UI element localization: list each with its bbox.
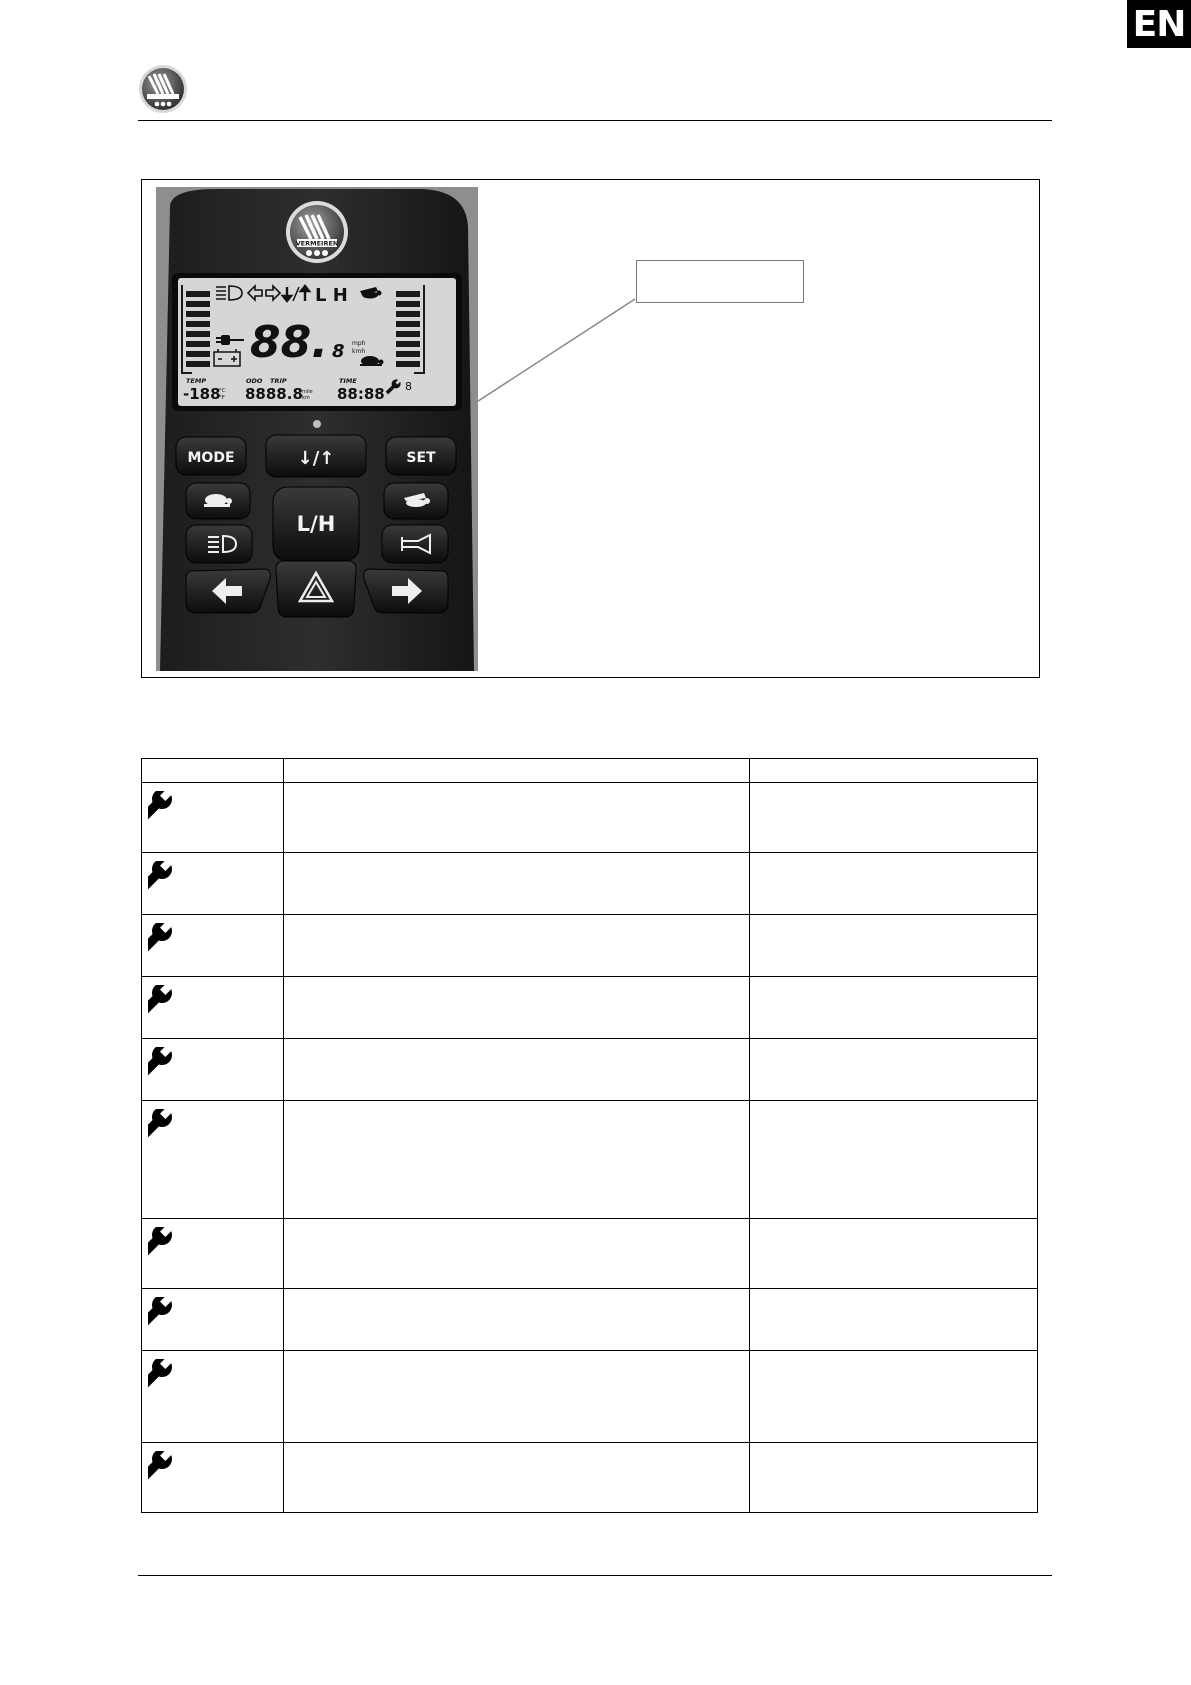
row-description: [284, 783, 750, 853]
lcd-time-label: TIME: [339, 377, 357, 385]
mode-button-label: MODE: [187, 450, 235, 466]
table-row: [142, 1039, 1038, 1101]
wrench-icon: [148, 985, 206, 1037]
hare-button[interactable]: [384, 483, 448, 519]
wrench-icon: [148, 1227, 206, 1279]
horn-button[interactable]: [382, 525, 448, 563]
lcd-odo-label: ODO: [246, 377, 263, 385]
controller-image: [156, 187, 478, 671]
table-row: [142, 853, 1038, 915]
lcd-speed-value: 88.: [250, 317, 328, 368]
wrench-icon: [148, 1297, 206, 1349]
row-icon-cell: [142, 1101, 284, 1219]
row-description: [284, 1219, 750, 1289]
lcd-unit-mph: mph: [352, 340, 366, 347]
row-action: [750, 1219, 1038, 1289]
status-led: [313, 420, 321, 428]
lcd-time-value: 88:88: [337, 385, 385, 403]
table-row: [142, 1443, 1038, 1513]
mode-button[interactable]: [176, 437, 246, 475]
lcd-fault-code: 8: [405, 380, 412, 393]
wrench-icon: [148, 923, 206, 975]
row-icon-cell: [142, 1219, 284, 1289]
row-icon-cell: [142, 1443, 284, 1513]
lcd-distance-value: 8888.8: [245, 385, 303, 403]
controller-logo: [286, 201, 348, 263]
controller-brand: VERMEIREN: [295, 239, 339, 248]
lcd-display: [172, 273, 462, 411]
turtle-button[interactable]: [186, 483, 250, 519]
wrench-icon: [148, 1451, 206, 1503]
vermeiren-logo: [138, 64, 188, 114]
row-icon-cell: [142, 783, 284, 853]
row-action: [750, 1289, 1038, 1351]
footer-rule: [138, 1575, 1052, 1576]
row-description: [284, 1443, 750, 1513]
row-icon-cell: [142, 1289, 284, 1351]
row-action: [750, 1039, 1038, 1101]
table-row: [142, 915, 1038, 977]
hazard-button[interactable]: [276, 561, 356, 617]
row-action: [750, 1101, 1038, 1219]
row-action: [750, 977, 1038, 1039]
table-header-cell: [142, 759, 284, 783]
wrench-icon: [148, 1359, 206, 1411]
table-row: [142, 1351, 1038, 1443]
row-description: [284, 853, 750, 915]
row-description: [284, 1039, 750, 1101]
wrench-icon: [148, 861, 206, 913]
table-row: [142, 1219, 1038, 1289]
table-row: [142, 1101, 1038, 1219]
direction-button-label: ↓/↑: [297, 448, 335, 469]
table-header-row: [142, 759, 1038, 783]
table-header-cell: [284, 759, 750, 783]
headlight-button[interactable]: [186, 525, 252, 563]
table-header-cell: [750, 759, 1038, 783]
row-icon-cell: [142, 977, 284, 1039]
wrench-icon: [148, 1109, 206, 1161]
row-description: [284, 1101, 750, 1219]
callout-leader-line: [470, 295, 640, 410]
lcd-temp-unit-f: °F: [219, 395, 225, 401]
callout-box: [636, 260, 804, 303]
lh-button[interactable]: [273, 487, 359, 561]
lcd-temp-value: -188: [183, 385, 221, 403]
row-description: [284, 915, 750, 977]
row-icon-cell: [142, 915, 284, 977]
row-description: [284, 977, 750, 1039]
lcd-trip-label: TRIP: [270, 377, 287, 385]
row-action: [750, 783, 1038, 853]
language-badge: EN: [1127, 0, 1191, 48]
right-indicator-button[interactable]: [364, 569, 448, 613]
table-row: [142, 783, 1038, 853]
row-description: [284, 1289, 750, 1351]
row-icon-cell: [142, 1039, 284, 1101]
lcd-unit-mile: mile: [302, 389, 313, 395]
lcd-speed-decimal: 8: [332, 341, 345, 362]
lcd-temp-label: TEMP: [186, 377, 207, 385]
row-action: [750, 853, 1038, 915]
row-action: [750, 1443, 1038, 1513]
lcd-unit-km: km: [302, 395, 310, 401]
lcd-unit-kmh: kmh: [352, 348, 366, 355]
set-button[interactable]: [386, 437, 456, 475]
wrench-icon: [148, 1047, 206, 1099]
fault-code-table: [141, 758, 1038, 1513]
row-action: [750, 1351, 1038, 1443]
left-indicator-button[interactable]: [186, 569, 270, 613]
wrench-icon: [148, 791, 206, 843]
direction-button[interactable]: [266, 435, 366, 477]
header-rule: [138, 120, 1052, 121]
lh-button-label: L/H: [296, 512, 336, 536]
lcd-temp-unit-c: °C: [219, 388, 226, 394]
table-row: [142, 1289, 1038, 1351]
row-action: [750, 915, 1038, 977]
row-icon-cell: [142, 853, 284, 915]
table-row: [142, 977, 1038, 1039]
row-description: [284, 1351, 750, 1443]
lcd-lh-label: L H: [315, 285, 348, 306]
row-icon-cell: [142, 1351, 284, 1443]
set-button-label: SET: [406, 450, 436, 466]
